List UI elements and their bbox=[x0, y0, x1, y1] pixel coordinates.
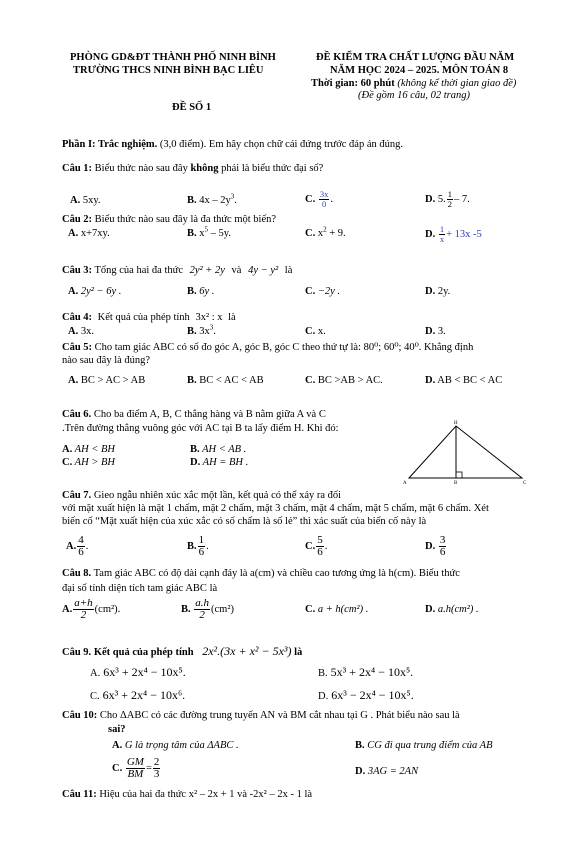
question-7-line2: với mặt xuất hiện là mặt 1 chấm, mặt 2 chấm, mặt 3 chấm, mặt 4 chấm, mặt 5 chấm, mặt 6 chấm. Xét bbox=[62, 503, 489, 514]
q1-text-bold: không bbox=[190, 163, 219, 174]
time-label: Thời gian: 60 phút bbox=[311, 78, 395, 89]
q9-option-c bbox=[90, 688, 185, 703]
question-4 bbox=[62, 312, 236, 323]
q6-b-text: AH < AB . bbox=[202, 444, 247, 455]
question-2 bbox=[62, 214, 276, 225]
q10-option-a bbox=[112, 740, 239, 751]
letter: D. bbox=[425, 604, 436, 615]
q2-option-c bbox=[305, 225, 346, 239]
letter: D. bbox=[318, 691, 329, 702]
q1-d-pre: 5. bbox=[437, 193, 446, 205]
q10-c-fraction-left bbox=[126, 757, 145, 780]
num: 3x bbox=[319, 189, 329, 199]
q9-label: Câu 9. bbox=[62, 647, 92, 658]
q4-expr: 3x² : x bbox=[195, 312, 223, 323]
letter: B. bbox=[318, 668, 328, 679]
q3-label: Câu 3: bbox=[62, 265, 93, 276]
q2-c-exp: 2 bbox=[323, 225, 327, 234]
den: 0 bbox=[321, 199, 327, 209]
letter: D. bbox=[425, 193, 436, 205]
letter: B. bbox=[187, 286, 197, 297]
q2-c-post: + 9. bbox=[326, 228, 346, 239]
letter: A. bbox=[66, 540, 77, 552]
header-pages: (Đề gồm 16 câu, 02 trang) bbox=[358, 90, 470, 101]
header-school: TRƯỜNG THCS NINH BÌNH BẠC LIÊU bbox=[73, 65, 264, 76]
q6-option-d bbox=[190, 457, 248, 468]
q9-c-text: 6x³ + 2x⁴ − 10x⁶. bbox=[102, 688, 186, 702]
letter: C. bbox=[305, 604, 316, 615]
letter: A. bbox=[68, 326, 79, 337]
q8-b-unit: (cm²) bbox=[211, 603, 234, 615]
q6-option-c bbox=[62, 457, 115, 468]
q9-b-text: 5x³ + 2x⁴ − 10x⁵. bbox=[330, 665, 414, 679]
question-7 bbox=[62, 490, 341, 501]
letter: D. bbox=[425, 286, 436, 297]
den: 2 bbox=[80, 609, 87, 621]
q5-label: Câu 5: bbox=[62, 342, 93, 353]
q1-a-text: 5xy. bbox=[82, 195, 101, 206]
letter: A. bbox=[70, 195, 81, 206]
q4-c-text: x. bbox=[317, 326, 326, 337]
question-10-line2: sai? bbox=[108, 724, 126, 735]
letter: C. bbox=[305, 326, 316, 337]
q1-option-b: B. $4x - 2y^3$. bbox=[187, 192, 237, 206]
question-8 bbox=[62, 568, 460, 579]
header-year-subject: NĂM HỌC 2024 – 2025. MÔN TOÁN 8 bbox=[330, 65, 509, 76]
exam-code: ĐỀ SỐ 1 bbox=[172, 102, 212, 113]
q5-b-text: BC < AC < AB bbox=[199, 375, 264, 386]
q5-option-b bbox=[187, 375, 264, 386]
q9-tail: là bbox=[294, 647, 303, 658]
den: 2 bbox=[199, 609, 205, 621]
q2-b-post: – 5y. bbox=[208, 228, 231, 239]
q7-option-d bbox=[425, 535, 447, 558]
q9-d-text: 6x³ − 2x⁴ − 10x⁵. bbox=[331, 688, 414, 702]
letter: C. bbox=[305, 540, 316, 552]
q9-text: Kết quả của phép tính bbox=[93, 647, 194, 658]
den: 2 bbox=[447, 199, 452, 209]
question-7-line3: biến cố “Mặt xuất hiện của xúc xắc có số chấm là số lẻ” thì xác suất của biến cố này là bbox=[62, 516, 427, 527]
num: 1 bbox=[447, 189, 452, 199]
q1-option-c: C. $\frac{3x}{0}$ . bbox=[305, 189, 333, 209]
q1-b-text: 4x – 2y bbox=[199, 195, 231, 206]
q1-text-end: phải là biểu thức đại số? bbox=[218, 163, 324, 174]
question-11 bbox=[62, 789, 312, 800]
q3-tail: là bbox=[284, 265, 293, 276]
letter: C. bbox=[112, 762, 123, 774]
letter: D. bbox=[425, 540, 436, 552]
q3-a-text: 2y² − 6y . bbox=[80, 286, 122, 297]
q11-text: Hiệu của hai đa thức x² – 2x + 1 và -2x² – 2x - 1 là bbox=[99, 789, 313, 800]
q5-c-text: BC >AB > AC. bbox=[317, 375, 383, 386]
label-h: H bbox=[454, 421, 458, 426]
q7-b-fraction bbox=[198, 535, 206, 558]
letter: C. bbox=[305, 193, 316, 205]
q1-text: Biểu thức nào sau đây bbox=[94, 163, 191, 174]
q10-c-fraction-right bbox=[153, 757, 161, 780]
q10-d-text: 3AG = 2AN bbox=[367, 766, 419, 777]
q8-a-unit: (cm²). bbox=[94, 603, 121, 615]
question-5-line2: nào sau đây là đúng? bbox=[62, 355, 151, 366]
q8-option-d bbox=[425, 604, 479, 615]
num: 4 bbox=[78, 534, 84, 546]
letter: C. bbox=[305, 228, 316, 239]
q8-label: Câu 8. bbox=[62, 568, 92, 579]
q6-d-text: AH = BH . bbox=[202, 457, 249, 468]
question-5 bbox=[62, 341, 473, 353]
letter: C. bbox=[62, 457, 73, 468]
q1-c-fraction bbox=[319, 190, 330, 209]
q2-d-post: + 13x -5 bbox=[446, 228, 482, 240]
q7-label: Câu 7. bbox=[62, 490, 92, 501]
num: 3 bbox=[439, 534, 446, 546]
q6-text: Cho ba điểm A, B, C thẳng hàng và B nằm giữa A và C bbox=[93, 409, 326, 420]
q4-option-a bbox=[68, 326, 94, 337]
q3-option-c bbox=[305, 286, 340, 297]
question-6-line2: .Trên đường thẳng vuông góc với AC tại B ta lấy điểm H. Khi đó: bbox=[62, 423, 339, 434]
q4-b-exp: 3 bbox=[209, 323, 214, 332]
letter: A. bbox=[62, 444, 73, 455]
num: 5 bbox=[317, 534, 323, 546]
q2-b-exp: 5 bbox=[204, 225, 209, 234]
q4-d-text: 3. bbox=[437, 326, 446, 337]
num: 2 bbox=[153, 756, 160, 768]
q6-a-text: AH < BH bbox=[74, 444, 115, 455]
q7-option-b: B. $\frac{1}{6}$ . bbox=[187, 534, 209, 558]
q9-expr: 2x².(3x + x² − 5x³) bbox=[202, 644, 292, 658]
letter: D. bbox=[425, 228, 436, 240]
q3-and: và bbox=[231, 265, 242, 276]
q6-triangle-figure bbox=[403, 418, 528, 488]
q8-b-fraction bbox=[194, 598, 210, 621]
q3-option-a bbox=[68, 286, 121, 297]
q3-option-b bbox=[187, 286, 214, 297]
letter: C. bbox=[305, 375, 316, 386]
q8-text: Tam giác ABC có độ dài cạnh đáy là a(cm) và chiều cao tương ứng là h(cm). Biểu thức bbox=[93, 568, 460, 579]
time-note: (không kể thời gian giao đề) bbox=[397, 78, 517, 89]
q7-c-fraction bbox=[316, 535, 324, 558]
letter: A. bbox=[68, 228, 79, 239]
q4-option-d bbox=[425, 326, 446, 337]
letter: B. bbox=[187, 195, 197, 206]
letter: B. bbox=[187, 540, 197, 552]
q6-option-a bbox=[62, 444, 115, 455]
q4-label: Câu 4: bbox=[62, 312, 93, 323]
q5-option-c bbox=[305, 375, 383, 386]
q3-c-text: −2y . bbox=[317, 286, 341, 297]
q2-option-d bbox=[425, 225, 482, 244]
den: 6 bbox=[317, 546, 323, 558]
q3-option-d bbox=[425, 286, 450, 297]
q3-b-text: 6y . bbox=[199, 286, 215, 297]
q3-text: Tổng của hai đa thức bbox=[94, 265, 183, 276]
q8-option-b bbox=[181, 598, 234, 621]
q4-a-text: 3x. bbox=[80, 326, 94, 337]
q1-option-d bbox=[425, 190, 470, 209]
num: GM bbox=[126, 756, 144, 768]
num: a+h bbox=[74, 597, 93, 609]
q5-d-text: AB < BC < AC bbox=[437, 375, 503, 386]
letter: B. bbox=[181, 603, 191, 615]
q9-a-text: 6x³ + 2x⁴ − 10x⁵. bbox=[103, 665, 186, 679]
label-a: A bbox=[403, 481, 407, 486]
letter: B. bbox=[355, 740, 365, 751]
den: 6 bbox=[78, 546, 84, 558]
q11-label: Câu 11: bbox=[62, 789, 97, 800]
q6-label: Câu 6. bbox=[62, 409, 92, 420]
q7-text: Gieo ngẫu nhiên xúc xắc một lần, kết quả có thể xảy ra đối bbox=[93, 490, 342, 501]
q2-text: Biểu thức nào sau đây là đa thức một biến? bbox=[94, 214, 277, 225]
q10-a-text: G là trọng tâm của ΔABC . bbox=[124, 740, 239, 751]
part1-instruction: . Em hãy chọn chữ cái đứng trước đáp án đúng. bbox=[203, 139, 403, 150]
letter: A. bbox=[68, 375, 79, 386]
q2-c-text: x bbox=[317, 228, 324, 239]
q1-option-a bbox=[70, 195, 101, 206]
letter: D. bbox=[190, 457, 201, 468]
header-exam-title: ĐỀ KIỂM TRA CHẤT LƯỢNG ĐẦU NĂM bbox=[316, 52, 515, 63]
q4-b-text: 3x bbox=[199, 326, 210, 337]
q4-option-b: B. $3x^3$. bbox=[187, 323, 216, 337]
q10-option-c bbox=[112, 757, 161, 780]
q7-d-fraction bbox=[439, 535, 447, 558]
letter: A. bbox=[68, 286, 79, 297]
triangle-ahc bbox=[409, 426, 522, 478]
part1-title: Phần I: Trắc nghiệm. bbox=[62, 139, 158, 150]
letter: C. bbox=[305, 286, 316, 297]
letter: D. bbox=[425, 326, 436, 337]
q1-label: Câu 1: bbox=[62, 163, 93, 174]
q3-d-text: 2y. bbox=[437, 286, 451, 297]
q7-option-c: C. $\frac{5}{6}$ . bbox=[305, 534, 328, 558]
den: x bbox=[439, 234, 445, 244]
letter: B. bbox=[187, 326, 197, 337]
q5-option-a bbox=[68, 375, 145, 386]
num: a.h bbox=[195, 597, 210, 609]
den: 3 bbox=[153, 768, 160, 780]
q1-d-post: – 7. bbox=[453, 193, 470, 205]
q4-text: Kết quả của phép tính bbox=[97, 312, 190, 323]
q4-option-c bbox=[305, 326, 326, 337]
q10-option-b bbox=[355, 740, 492, 751]
q10-label: Câu 10: bbox=[62, 710, 98, 721]
question-3 bbox=[62, 265, 292, 276]
den: 6 bbox=[198, 546, 205, 558]
q9-option-b bbox=[318, 665, 413, 680]
q8-c-text: a + h(cm²) . bbox=[317, 604, 369, 615]
q5-option-d bbox=[425, 375, 502, 386]
q6-option-b bbox=[190, 444, 246, 455]
question-10 bbox=[62, 710, 460, 721]
q2-option-b bbox=[187, 225, 231, 239]
q8-d-text: a.h(cm²) . bbox=[437, 604, 479, 615]
q10-option-d bbox=[355, 766, 418, 777]
den: 6 bbox=[439, 546, 446, 558]
q4-tail: là bbox=[228, 312, 236, 323]
q8-option-a bbox=[62, 598, 120, 621]
right-angle-mark bbox=[456, 472, 462, 478]
q10-c-eq: = bbox=[145, 762, 152, 774]
letter: A. bbox=[112, 740, 123, 751]
q10-b-text: CG đi qua trung điểm của AB bbox=[367, 740, 493, 751]
part1-heading bbox=[62, 139, 403, 150]
letter: A. bbox=[62, 603, 73, 615]
q7-option-a: A. $\frac{4}{6}$ . bbox=[66, 534, 89, 558]
letter: C. bbox=[90, 691, 100, 702]
question-6 bbox=[62, 409, 326, 420]
den: BM bbox=[127, 768, 144, 780]
q10-text: Cho ΔABC có các đường trung tuyến AN và BM cắt nhau tại G . Phát biểu nào sau là bbox=[99, 710, 460, 721]
q7-a-fraction bbox=[77, 535, 85, 558]
q8-option-c bbox=[305, 604, 368, 615]
q1-d-fraction bbox=[447, 190, 453, 209]
letter: A. bbox=[90, 668, 101, 679]
part1-points: (3,0 điểm) bbox=[159, 139, 204, 150]
q3-expr1: 2y² + 2y bbox=[189, 265, 225, 276]
letter: B. bbox=[190, 444, 200, 455]
q6-c-text: AH > BH bbox=[74, 457, 115, 468]
num: 1 bbox=[198, 534, 205, 546]
q5-a-text: BC > AC > AB bbox=[80, 375, 146, 386]
header-dept: PHÒNG GD&ĐT THÀNH PHỐ NINH BÌNH bbox=[70, 52, 276, 63]
letter: D. bbox=[355, 766, 366, 777]
q2-d-fraction bbox=[439, 225, 445, 244]
question-9 bbox=[62, 644, 302, 659]
q2-b-text: x bbox=[199, 228, 205, 239]
q2-a-text: x+7xy. bbox=[80, 228, 110, 239]
q2-option-a bbox=[68, 228, 110, 239]
q9-option-a bbox=[90, 665, 186, 680]
letter: B. bbox=[187, 375, 197, 386]
label-c: C bbox=[523, 481, 527, 486]
q9-option-d bbox=[318, 688, 414, 703]
q5-text: Cho tam giác ABC có số đo góc A, góc B, góc C theo thứ tự là: 80⁰; 60⁰; 40⁰. Khẳng định bbox=[94, 342, 474, 353]
q2-label: Câu 2: bbox=[62, 214, 93, 225]
label-b: B bbox=[454, 481, 458, 486]
question-8-line2: đại số tính diện tích tam giác ABC là bbox=[62, 583, 218, 594]
letter: B. bbox=[187, 228, 197, 239]
q3-expr2: 4y − y² bbox=[248, 265, 279, 276]
header-time bbox=[311, 78, 516, 89]
question-1 bbox=[62, 163, 323, 174]
q8-a-fraction bbox=[73, 598, 93, 621]
letter: D. bbox=[425, 375, 436, 386]
num: 1 bbox=[439, 224, 445, 234]
